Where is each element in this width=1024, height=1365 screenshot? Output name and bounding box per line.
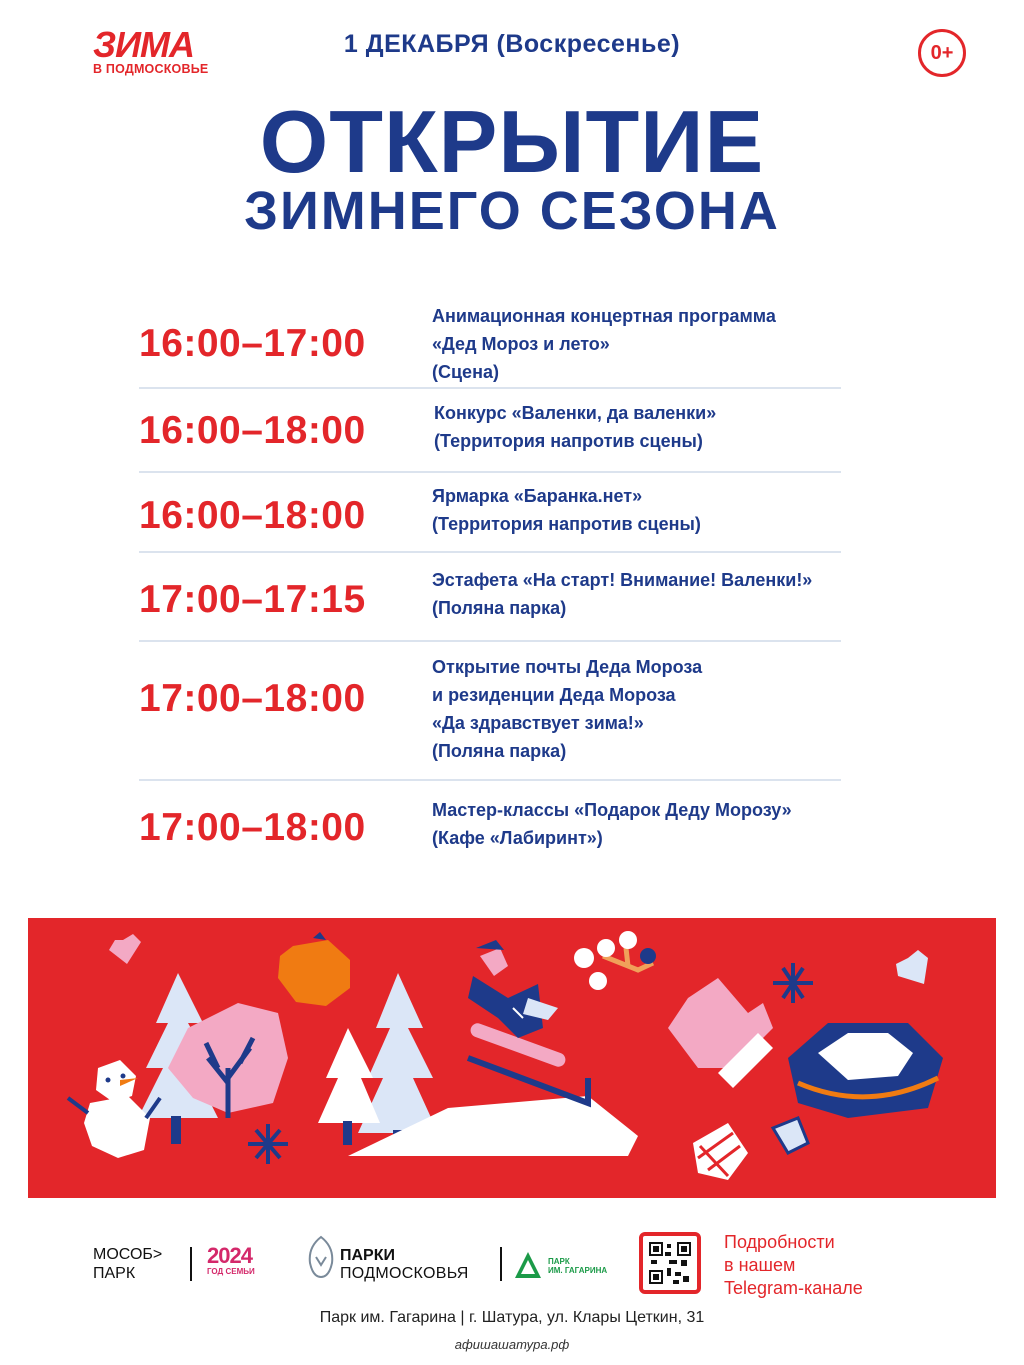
snowflake-icon (773, 963, 813, 1003)
snow-tube-icon (773, 1023, 943, 1153)
schedule-time: 17:00–18:00 (139, 677, 366, 720)
schedule-row (139, 796, 841, 866)
title-line-2: ЗИМНЕГО СЕЗОНА (244, 181, 780, 241)
footer-divider (190, 1247, 192, 1281)
row-divider (139, 387, 841, 389)
telegram-details-text (724, 1231, 863, 1300)
schedule-description (432, 796, 792, 852)
row-divider (139, 471, 841, 473)
tree-icon (318, 1028, 380, 1123)
details-line-3: Telegram-канале (724, 1278, 863, 1298)
snowflake-icon (248, 1124, 288, 1164)
row-divider (139, 779, 841, 781)
details-line-2: в нашем (724, 1255, 796, 1275)
description-line: «Дед Мороз и лето» (432, 334, 610, 354)
description-line: Мастер-классы «Подарок Деду Морозу» (432, 800, 792, 820)
year-logo-sub: ГОД СЕМЬИ (207, 1267, 255, 1276)
berries-icon (574, 931, 656, 990)
schedule-row (139, 482, 841, 550)
title-line-1: ОТКРЫТИЕ (259, 92, 765, 191)
description-line: Эстафета «На старт! Внимание! Валенки!» (432, 570, 813, 590)
qr-code-icon (649, 1242, 691, 1284)
gagarin-park-tree-icon (513, 1250, 543, 1280)
description-line: Открытие почты Деда Мороза (432, 657, 703, 677)
mosobl-park-logo (93, 1245, 162, 1283)
details-line-1: Подробности (724, 1232, 835, 1252)
schedule-description (432, 482, 701, 538)
age-rating-badge: 0+ (918, 29, 966, 77)
gagarin-line-1: ПАРК (548, 1257, 570, 1266)
description-line: и резиденции Деда Мороза (432, 685, 676, 705)
parki-podmoskovya-icon (304, 1233, 338, 1281)
schedule-row (139, 302, 841, 386)
year-of-family-logo (207, 1243, 255, 1276)
winter-illustration-banner (28, 918, 996, 1198)
heart-icon (896, 950, 928, 984)
schedule-description (432, 566, 812, 622)
logo-sub-text: В ПОДМОСКОВЬЕ (93, 62, 209, 76)
schedule-row (139, 566, 841, 636)
venue-address: Парк им. Гагарина | г. Шатура, ул. Клары Цеткин, 31 (319, 1309, 705, 1326)
row-divider (139, 640, 841, 642)
description-line: (Поляна парка) (432, 741, 567, 761)
mosobl-logo-line-1: МОСОБ> (93, 1246, 163, 1263)
qr-code[interactable] (639, 1232, 701, 1294)
year-logo-text: 2024 (207, 1243, 252, 1268)
schedule-time: 17:00–17:15 (139, 578, 366, 621)
schedule-time: 17:00–18:00 (139, 806, 366, 849)
sledding-kid-icon (468, 940, 588, 1103)
parki-line-2: ПОДМОСКОВЬЯ (340, 1265, 469, 1282)
parki-podmoskovya-logo (340, 1247, 469, 1283)
description-line: (Кафе «Лабиринт») (432, 828, 603, 848)
footer-divider (500, 1247, 502, 1281)
logo-main-text: ЗИМА (93, 24, 195, 65)
schedule-time: 16:00–18:00 (139, 494, 366, 537)
schedule-description (434, 399, 716, 455)
winter-illustration (28, 918, 996, 1198)
row-divider (139, 551, 841, 553)
description-line: (Поляна парка) (432, 598, 567, 618)
description-line: «Да здравствует зима!» (432, 713, 644, 733)
orange-icon (278, 940, 350, 1006)
gagarin-line-2: ИМ. ГАГАРИНА (548, 1266, 608, 1275)
pinecone-icon (693, 1123, 748, 1180)
mosobl-logo-line-2: ПАРК (93, 1265, 136, 1282)
heart-icon (109, 934, 141, 964)
parki-line-1: ПАРКИ (340, 1247, 395, 1264)
schedule-time: 16:00–17:00 (139, 322, 366, 365)
gagarin-park-logo (548, 1257, 607, 1275)
description-line: (Сцена) (432, 362, 499, 382)
schedule-description (432, 653, 702, 765)
description-line: Анимационная концертная программа (432, 306, 776, 326)
schedule-description (432, 302, 776, 386)
website-link[interactable]: афишашатура.рф (454, 1337, 570, 1352)
schedule-row (139, 397, 841, 467)
description-line: (Территория напротив сцены) (434, 431, 703, 451)
description-line: Ярмарка «Баранка.нет» (432, 486, 643, 506)
schedule-row (139, 653, 841, 768)
description-line: Конкурс «Валенки, да валенки» (434, 403, 717, 423)
event-date: 1 ДЕКАБРЯ (Воскресенье) (343, 30, 681, 58)
description-line: (Территория напротив сцены) (432, 514, 701, 534)
schedule-time: 16:00–18:00 (139, 409, 366, 452)
